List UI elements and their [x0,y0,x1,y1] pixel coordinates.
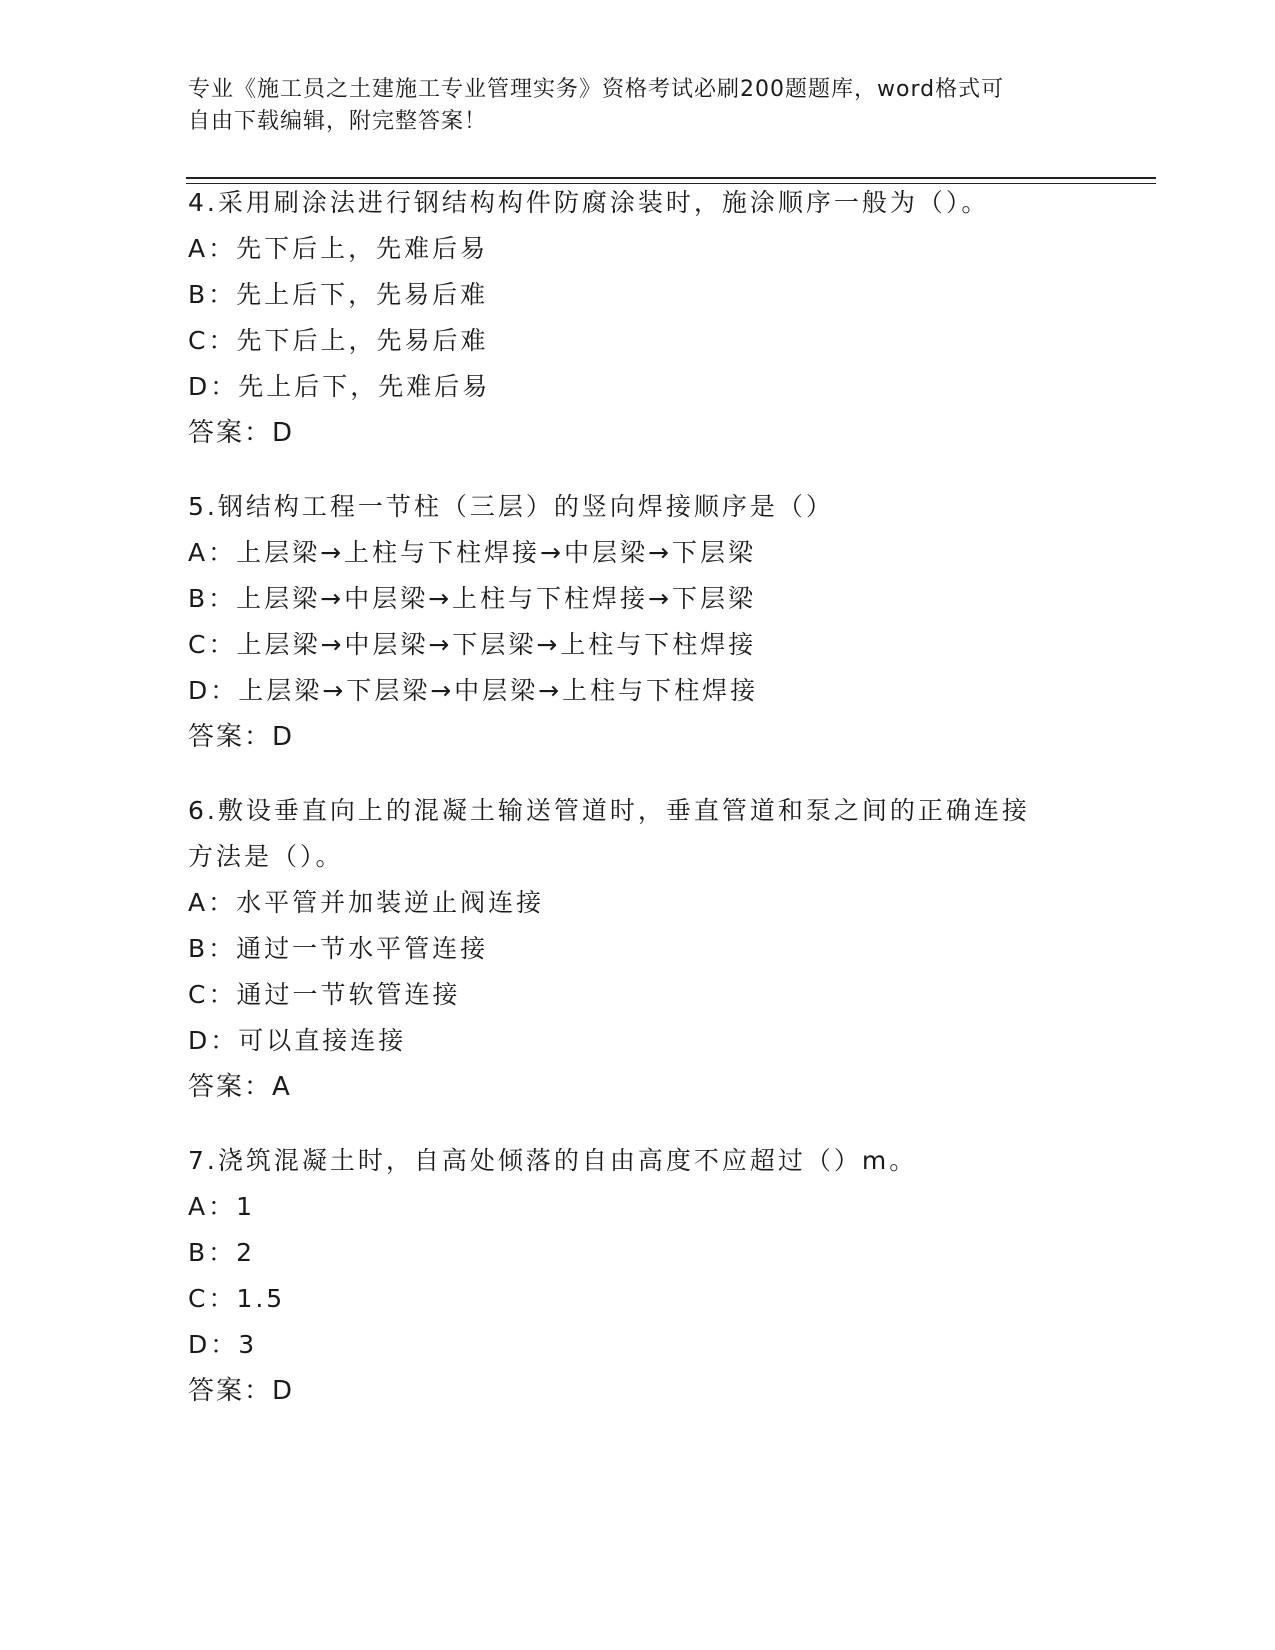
answer-value: D [272,418,294,448]
answer-line [188,1368,1088,1414]
header-divider-thick [186,177,1156,179]
option-d: D：3 [188,1330,258,1359]
option-a: A：1 [188,1192,256,1221]
header-line-1: 专业《施工员之土建施工专业管理实务》资格考试必刷200题题库，word格式可 [188,77,1005,102]
answer-value: D [272,1376,294,1406]
answer-label: 答案： [188,418,273,448]
option-a: A：上层梁→上柱与下柱焊接→中层梁→下层梁 [188,538,756,567]
option-b: B：上层梁→中层梁→上柱与下柱焊接→下层梁 [188,584,756,613]
option-b: B：通过一节水平管连接 [188,934,489,963]
option-b: B：2 [188,1238,256,1267]
question-stem: 7.浇筑混凝土时，自高处倾落的自由高度不应超过（）m。 [188,1146,918,1175]
option-c: C：通过一节软管连接 [188,980,461,1009]
answer-label: 答案： [188,722,273,752]
header-line-2: 自由下载编辑，附完整答案！ [188,109,488,134]
question-6 [188,788,1088,1110]
option-a: A：水平管并加装逆止阀连接 [188,888,545,917]
question-4 [188,180,1088,456]
question-7 [188,1138,1088,1414]
answer-line [188,714,1088,760]
answer-value: A [272,1072,291,1102]
question-stem: 5.钢结构工程一节柱（三层）的竖向焊接顺序是（） [188,492,834,521]
answer-label: 答案： [188,1376,273,1406]
question-stem: 4.采用刷涂法进行钢结构构件防腐涂装时，施涂顺序一般为（）。 [188,188,990,217]
option-c: C：上层梁→中层梁→下层梁→上柱与下柱焊接 [188,630,757,659]
option-c: C：先下后上，先易后难 [188,326,489,355]
answer-label: 答案： [188,1072,273,1102]
option-d: D：可以直接连接 [188,1026,407,1055]
question-stem-line-2: 方法是（）。 [188,842,344,871]
question-5 [188,484,1088,760]
answer-line [188,1064,1088,1110]
answer-value: D [272,722,294,752]
option-c: C：1.5 [188,1284,286,1313]
option-b: B：先上后下，先易后难 [188,280,489,309]
option-a: A：先下后上，先难后易 [188,234,489,263]
answer-line [188,410,1088,456]
question-stem-line-1: 6.敷设垂直向上的混凝土输送管道时，垂直管道和泵之间的正确连接 [188,796,1030,825]
option-d: D：先上后下，先难后易 [188,372,491,401]
option-d: D：上层梁→下层梁→中层梁→上柱与下柱焊接 [188,676,759,705]
document-header [188,74,1088,138]
